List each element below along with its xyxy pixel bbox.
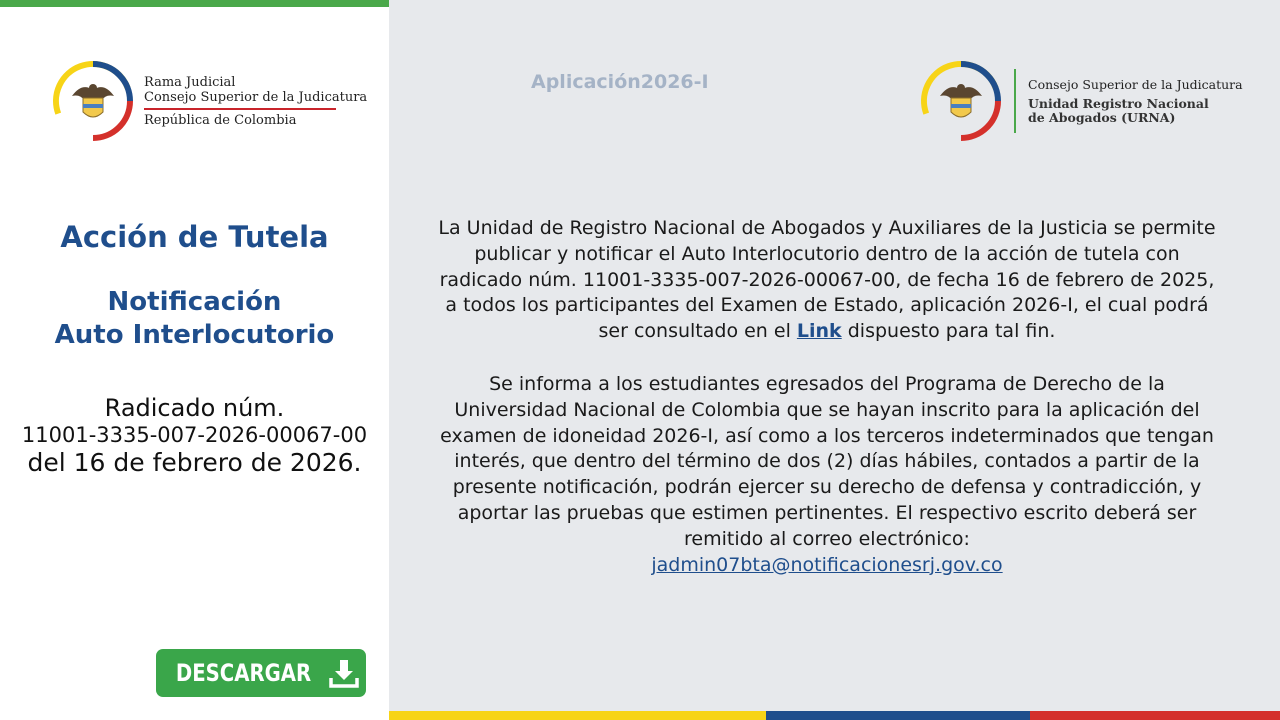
auto-link[interactable]: Link: [796, 320, 842, 343]
download-button-label: DESCARGAR: [176, 659, 312, 687]
urna-logo-line-2: Unidad Registro Nacional: [1028, 96, 1209, 111]
logo-line-consejo: Consejo Superior de la Judicatura: [144, 89, 368, 105]
rama-judicial-logo: [52, 60, 367, 142]
notice-paragraph-1-tail: dispuesto para tal fin.: [841, 320, 1056, 343]
download-button[interactable]: [156, 649, 366, 697]
notification-title: [0, 286, 389, 352]
urna-logo-line-3: de Abogados (URNA): [1028, 110, 1176, 125]
application-label: Aplicación2026-I: [531, 71, 709, 93]
logo-line-rama-judicial: Rama Judicial: [144, 74, 236, 90]
flag-stripe-red: [1030, 711, 1280, 720]
flag-stripe: [389, 711, 1280, 720]
logo-line-republica: República de Colombia: [144, 112, 297, 128]
notice-paragraph-1-text: La Unidad de Registro Nacional de Abogados y Auxiliares de la Justicia se permite publicar y notificar el Auto Interlocutorio dentro de la acción de tutela con radicado núm. 11001-3335-007-2026-00067-00, de fecha 16 de febrero de 2025, a todos los participantes del Examen de Estado, aplicación 2026-I, el cual podrá ser consultado en el: [438, 217, 1216, 343]
download-icon: [327, 656, 361, 690]
flag-stripe-yellow: [389, 711, 766, 720]
notice-paragraph-2-text: Se informa a los estudiantes egresados del Programa de Derecho de la Universidad Nacional de Colombia que se hayan inscrito para la aplicación del examen de idoneidad 2026-I, así como a los terceros indeterminados que tengan interés, que dentro del término de dos (2) días hábiles, contados a partir de la presente notificación, podrán ejercer su derecho de defensa y contradicción, y aportar las pruebas que estimen pertinentes. El respectivo escrito deberá ser remitido al correo electrónico:: [440, 373, 1214, 550]
notice-paragraph-2: [432, 372, 1222, 578]
urna-logo: [920, 60, 1243, 142]
flag-stripe-blue: [766, 711, 1030, 720]
radicado-label: Radicado núm.: [104, 394, 285, 422]
coat-of-arms-icon: [920, 60, 1002, 142]
notification-line-2: Auto Interlocutorio: [54, 320, 335, 350]
email-link[interactable]: jadmin07bta@notificacionesrj.gov.co: [651, 553, 1003, 576]
notice-paragraph-1: [432, 216, 1222, 345]
left-panel: [0, 0, 389, 720]
radicado-number: 11001-3335-007-2026-00067-00: [21, 423, 368, 447]
notification-line-1: Notificación: [107, 287, 282, 317]
radicado-date: del 16 de febrero de 2026.: [27, 448, 362, 477]
logo-divider: [1014, 69, 1016, 133]
page-title: Acción de Tutela: [60, 220, 329, 254]
coat-of-arms-icon: [52, 60, 134, 142]
urna-logo-line-1: Consejo Superior de la Judicatura: [1028, 77, 1243, 92]
top-green-bar: [0, 0, 389, 7]
logo-red-rule: [144, 108, 336, 110]
